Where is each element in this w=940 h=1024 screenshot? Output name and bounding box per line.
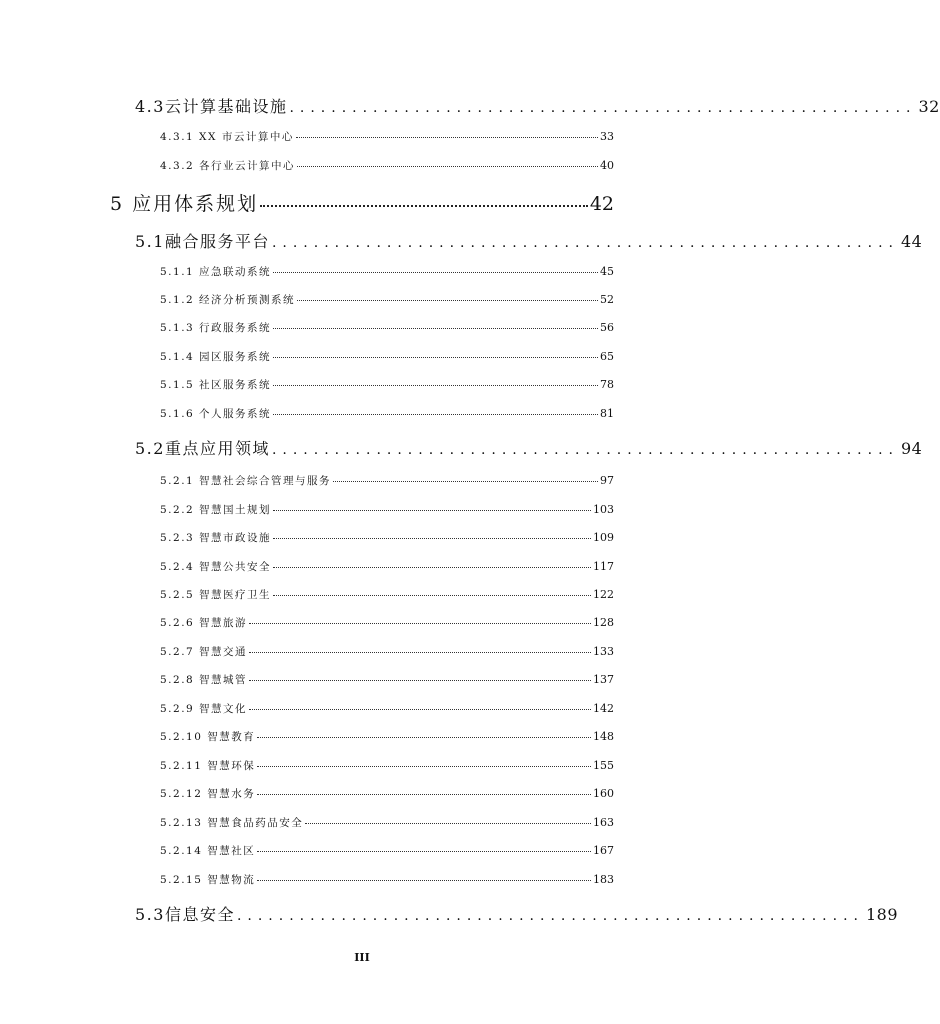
toc-entry-title: 5.1.4 园区服务系统 xyxy=(160,351,272,363)
toc-dot-leader xyxy=(257,766,591,767)
toc-dot-leader xyxy=(273,510,591,511)
toc-entry[interactable] xyxy=(160,158,614,173)
toc-dot-leader xyxy=(257,737,591,738)
toc-entry-title: 5.1.5 社区服务系统 xyxy=(160,379,272,391)
toc-entry[interactable] xyxy=(160,644,614,659)
toc-page-number: 103 xyxy=(593,503,614,516)
toc-entry[interactable] xyxy=(160,320,614,335)
toc-page-number: 167 xyxy=(593,844,614,857)
toc-entry[interactable] xyxy=(135,229,923,252)
toc-page-number: 78 xyxy=(600,378,614,391)
toc-dot-leader: ............................................................ xyxy=(289,100,917,116)
toc-dot-leader xyxy=(273,357,598,358)
toc-page-number: 56 xyxy=(600,321,614,334)
toc-page-number: 137 xyxy=(593,673,614,686)
toc-entry-title: 5 应用体系规划 xyxy=(110,193,259,215)
toc-page-number: 33 xyxy=(600,130,614,143)
toc-dot-leader xyxy=(296,137,598,138)
toc-entry[interactable] xyxy=(160,349,614,364)
toc-entry-title: 5.3信息安全 xyxy=(135,905,235,924)
toc-entry-title: 5.1.6 个人服务系统 xyxy=(160,408,272,420)
toc-page-number: 122 xyxy=(593,588,614,601)
toc-page-number: 52 xyxy=(600,293,614,306)
toc-dot-leader xyxy=(273,595,591,596)
toc-page-number: 32 xyxy=(918,97,940,116)
toc-page-number: 65 xyxy=(600,350,614,363)
toc-entry[interactable] xyxy=(160,701,614,716)
toc-page-number: 42 xyxy=(589,193,614,215)
toc-entry-title: 5.2.14 智慧社区 xyxy=(160,845,256,857)
toc-entry[interactable] xyxy=(160,587,614,602)
toc-page-number: 81 xyxy=(600,407,614,420)
toc-entry[interactable] xyxy=(160,129,614,144)
toc-entry-title: 5.2.8 智慧城管 xyxy=(160,674,248,686)
toc-entry[interactable] xyxy=(160,672,614,687)
toc-entry[interactable] xyxy=(160,377,614,392)
toc-entry[interactable] xyxy=(160,473,614,488)
toc-dot-leader: ............................................................ xyxy=(271,235,899,251)
toc-entry-title: 5.2.12 智慧水务 xyxy=(160,788,256,800)
toc-page-number: 163 xyxy=(593,816,614,829)
toc-entry-title: 4.3云计算基础设施 xyxy=(135,97,288,116)
toc-entry-title: 5.1融合服务平台 xyxy=(135,232,270,251)
toc-entry-title: 5.2.10 智慧教育 xyxy=(160,731,256,743)
toc-entry[interactable] xyxy=(160,502,614,517)
toc-entry[interactable] xyxy=(160,530,614,545)
toc-entry[interactable] xyxy=(110,189,614,216)
toc-entry[interactable] xyxy=(135,436,923,459)
toc-entry[interactable] xyxy=(160,872,614,887)
toc-dot-leader: ............................................................ xyxy=(236,908,864,924)
toc-page-number: 142 xyxy=(593,702,614,715)
toc-entry[interactable] xyxy=(160,615,614,630)
toc-entry[interactable] xyxy=(160,758,614,773)
toc-dot-leader xyxy=(257,851,591,852)
toc-dot-leader xyxy=(273,272,598,273)
toc-page-number: 148 xyxy=(593,730,614,743)
toc-page-number: 133 xyxy=(593,645,614,658)
toc-entry-title: 5.2.1 智慧社会综合管理与服务 xyxy=(160,475,332,487)
toc-entry-title: 5.2.15 智慧物流 xyxy=(160,874,256,886)
toc-entry[interactable] xyxy=(160,406,614,421)
toc-dot-leader xyxy=(257,794,591,795)
toc-page-number: 160 xyxy=(593,787,614,800)
toc-entry-title: 5.1.3 行政服务系统 xyxy=(160,322,272,334)
toc-entry-title: 5.1.1 应急联动系统 xyxy=(160,266,272,278)
toc-page-number: 109 xyxy=(593,531,614,544)
toc-entry-title: 4.3.2 各行业云计算中心 xyxy=(160,160,296,172)
page-footer-number: III xyxy=(354,951,370,964)
toc-page-number: 183 xyxy=(593,873,614,886)
toc-dot-leader xyxy=(260,205,588,207)
toc-entry-title: 5.2.6 智慧旅游 xyxy=(160,617,248,629)
toc-dot-leader xyxy=(297,300,598,301)
toc-dot-leader xyxy=(249,623,591,624)
toc-entry[interactable] xyxy=(160,843,614,858)
toc-page-number: 117 xyxy=(593,560,614,573)
toc-dot-leader xyxy=(273,328,598,329)
toc-entry[interactable] xyxy=(135,94,940,117)
toc-entry-title: 5.2.2 智慧国土规划 xyxy=(160,504,272,516)
toc-dot-leader xyxy=(249,680,591,681)
toc-page-number: 97 xyxy=(600,474,614,487)
toc-entry[interactable] xyxy=(160,786,614,801)
toc-page-number: 40 xyxy=(600,159,614,172)
toc-entry[interactable] xyxy=(160,729,614,744)
toc-page-number: 45 xyxy=(600,265,614,278)
toc-page-number: 94 xyxy=(900,439,923,458)
toc-entry-title: 5.1.2 经济分析预测系统 xyxy=(160,294,296,306)
toc-dot-leader xyxy=(273,567,591,568)
toc-entry-title: 4.3.1 XX 市云计算中心 xyxy=(160,131,294,143)
toc-entry-title: 5.2.7 智慧交通 xyxy=(160,646,248,658)
toc-entry[interactable] xyxy=(160,815,614,830)
toc-page-number: 44 xyxy=(900,232,923,251)
toc-page-number: 189 xyxy=(865,905,899,924)
toc-dot-leader xyxy=(333,481,598,482)
toc-dot-leader: ............................................................ xyxy=(271,442,899,458)
toc-entry-title: 5.2.11 智慧环保 xyxy=(160,760,256,772)
toc-dot-leader xyxy=(273,538,591,539)
toc-dot-leader xyxy=(273,414,598,415)
toc-dot-leader xyxy=(257,880,591,881)
toc-dot-leader xyxy=(273,385,598,386)
toc-entry-title: 5.2重点应用领域 xyxy=(135,439,270,458)
toc-entry-title: 5.2.13 智慧食品药品安全 xyxy=(160,817,304,829)
toc-dot-leader xyxy=(249,652,591,653)
toc-entry[interactable] xyxy=(160,264,614,279)
toc-dot-leader xyxy=(249,709,591,710)
toc-entry[interactable] xyxy=(160,292,614,307)
toc-page-number: 128 xyxy=(593,616,614,629)
toc-entry-title: 5.2.3 智慧市政设施 xyxy=(160,532,272,544)
toc-dot-leader xyxy=(305,823,591,824)
toc-entry[interactable] xyxy=(160,559,614,574)
toc-entry-title: 5.2.5 智慧医疗卫生 xyxy=(160,589,272,601)
toc-entry-title: 5.2.4 智慧公共安全 xyxy=(160,561,272,573)
toc-dot-leader xyxy=(297,166,598,167)
toc-page-number: 155 xyxy=(593,759,614,772)
toc-entry-title: 5.2.9 智慧文化 xyxy=(160,703,248,715)
toc-entry[interactable] xyxy=(135,902,899,925)
